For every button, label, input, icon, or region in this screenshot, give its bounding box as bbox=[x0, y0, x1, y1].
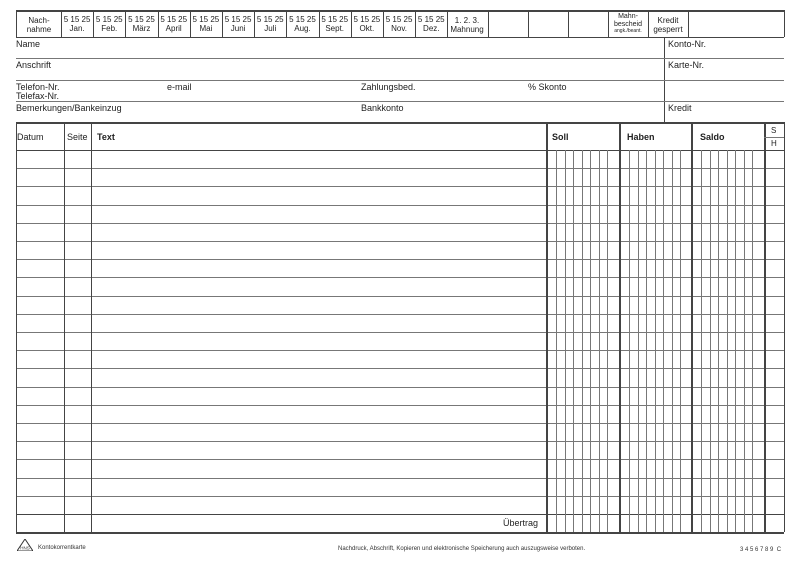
ledger-row-line bbox=[16, 459, 784, 460]
ledger-row-line bbox=[16, 168, 784, 169]
digit-column-line bbox=[582, 150, 583, 532]
digit-column-line bbox=[744, 150, 745, 532]
digit-column-line bbox=[629, 150, 630, 532]
ledger-row-line bbox=[16, 405, 784, 406]
ledger-row-line bbox=[16, 314, 784, 315]
month-label: Juli bbox=[264, 24, 277, 34]
month-cell bbox=[125, 15, 157, 33]
digit-column-line bbox=[672, 150, 673, 532]
ledger-row-line bbox=[16, 296, 784, 297]
month-cell bbox=[190, 15, 222, 33]
anschrift-label: Anschrift bbox=[16, 60, 52, 70]
h-header: H bbox=[771, 139, 777, 148]
mahnbescheid-cell bbox=[608, 13, 648, 35]
digit-column-line bbox=[638, 150, 639, 532]
hns-logo-icon bbox=[17, 538, 33, 556]
month-label: Feb. bbox=[101, 24, 118, 34]
month-days: 5 15 25 bbox=[63, 15, 91, 24]
mahnung-cell bbox=[447, 16, 487, 34]
digit-column-line bbox=[718, 150, 719, 532]
month-cell bbox=[383, 15, 415, 33]
ledger-row-line bbox=[16, 205, 784, 206]
month-days: 5 15 25 bbox=[321, 15, 349, 24]
form-number: 3 4 5 6 7 8 9 C bbox=[740, 547, 782, 553]
month-label: Sept. bbox=[325, 24, 345, 34]
digit-column-line bbox=[655, 150, 656, 532]
month-label: März bbox=[132, 24, 151, 34]
text-header: Text bbox=[97, 132, 115, 142]
kredit-label: Kredit bbox=[668, 103, 692, 113]
kredit-gesperrt-label: Kredit gesperrt bbox=[653, 16, 683, 35]
digit-column-line bbox=[556, 150, 557, 532]
digit-column-line bbox=[599, 150, 600, 532]
name-field-label: Name bbox=[16, 39, 41, 49]
bankkonto-label: Bankkonto bbox=[361, 103, 404, 113]
ledger-row-line bbox=[16, 423, 784, 424]
form-title: Kontokorrentkarte bbox=[38, 545, 86, 551]
month-label: Dez. bbox=[423, 24, 440, 34]
seite-header: Seite bbox=[67, 132, 88, 142]
haben-header: Haben bbox=[627, 132, 655, 142]
digit-column-line bbox=[565, 150, 566, 532]
month-cell bbox=[222, 15, 254, 33]
zahlungsbed-label: Zahlungsbed. bbox=[361, 82, 416, 92]
month-days: 5 15 25 bbox=[385, 15, 413, 24]
digit-column-line bbox=[727, 150, 728, 532]
ledger-row-line bbox=[16, 387, 784, 388]
month-label: Nov. bbox=[391, 24, 408, 34]
bemerkungen-label: Bemerkungen/Bankeinzug bbox=[16, 103, 122, 113]
ledger-row-line bbox=[16, 441, 784, 442]
ledger-row-line bbox=[16, 223, 784, 224]
datum-header: Datum bbox=[17, 132, 44, 142]
ledger-row-line bbox=[16, 241, 784, 242]
soll-header: Soll bbox=[552, 132, 569, 142]
telefon-label: Telefon-Nr. bbox=[16, 82, 60, 92]
telefax-label: Telefax-Nr. bbox=[16, 91, 60, 101]
ledger-row-line bbox=[16, 259, 784, 260]
skonto-label: % Skonto bbox=[528, 82, 567, 92]
month-days: 5 15 25 bbox=[417, 15, 445, 24]
karte-nr-label: Karte-Nr. bbox=[668, 60, 705, 70]
ledger-row-line bbox=[16, 478, 784, 479]
month-days: 5 15 25 bbox=[353, 15, 381, 24]
month-label: April bbox=[165, 24, 182, 34]
nachname-label: Nach- nahme bbox=[26, 16, 52, 35]
digit-column-line bbox=[590, 150, 591, 532]
ledger-row-line bbox=[16, 332, 784, 333]
month-cell bbox=[415, 15, 447, 33]
mahnbescheid-sub: angk./beant. bbox=[614, 28, 642, 35]
month-days: 5 15 25 bbox=[289, 15, 316, 24]
konto-nr-label: Konto-Nr. bbox=[668, 39, 707, 49]
month-label: Aug. bbox=[294, 24, 311, 34]
month-cell bbox=[351, 15, 383, 33]
saldo-header: Saldo bbox=[700, 132, 725, 142]
digit-column-line bbox=[752, 150, 753, 532]
digit-column-line bbox=[607, 150, 608, 532]
ledger-row-line bbox=[16, 496, 784, 497]
copyright-notice: Nachdruck, Abschrift, Kopieren und elektronische Speicherung auch auszugsweise verboten. bbox=[338, 546, 586, 552]
ledger-row-line bbox=[16, 277, 784, 278]
month-cell bbox=[158, 15, 190, 33]
month-cell bbox=[319, 15, 351, 33]
month-cell bbox=[254, 15, 286, 33]
month-label: Juni bbox=[230, 24, 246, 34]
mahnung-nums: 1. 2. 3. bbox=[454, 16, 480, 25]
month-label: Mai bbox=[199, 24, 213, 34]
svg-text:HNS: HNS bbox=[20, 545, 30, 551]
month-days: 5 15 25 bbox=[160, 15, 188, 24]
month-days: 5 15 25 bbox=[128, 15, 155, 24]
month-label: Okt. bbox=[359, 24, 375, 34]
ledger-row-line bbox=[16, 350, 784, 351]
month-days: 5 15 25 bbox=[256, 15, 284, 24]
digit-column-line bbox=[735, 150, 736, 532]
month-cell bbox=[61, 15, 93, 33]
ledger-row-line bbox=[16, 368, 784, 369]
digit-column-line bbox=[680, 150, 681, 532]
month-cell bbox=[286, 15, 318, 33]
month-days: 5 15 25 bbox=[224, 15, 252, 24]
mahnung-label: Mahnung bbox=[450, 25, 484, 35]
month-days: 5 15 25 bbox=[95, 15, 123, 24]
email-label: e-mail bbox=[167, 82, 192, 92]
month-days: 5 15 25 bbox=[192, 15, 220, 24]
digit-column-line bbox=[701, 150, 702, 532]
digit-column-line bbox=[573, 150, 574, 532]
uebertrag-label: Übertrag bbox=[503, 518, 539, 528]
mahnbescheid-label: Mahn- bescheid bbox=[613, 13, 643, 29]
month-cell bbox=[93, 15, 125, 33]
digit-column-line bbox=[646, 150, 647, 532]
digit-column-line bbox=[710, 150, 711, 532]
s-header: S bbox=[771, 126, 777, 135]
month-label: Jan. bbox=[69, 24, 85, 34]
digit-column-line bbox=[663, 150, 664, 532]
ledger-row-line bbox=[16, 186, 784, 187]
